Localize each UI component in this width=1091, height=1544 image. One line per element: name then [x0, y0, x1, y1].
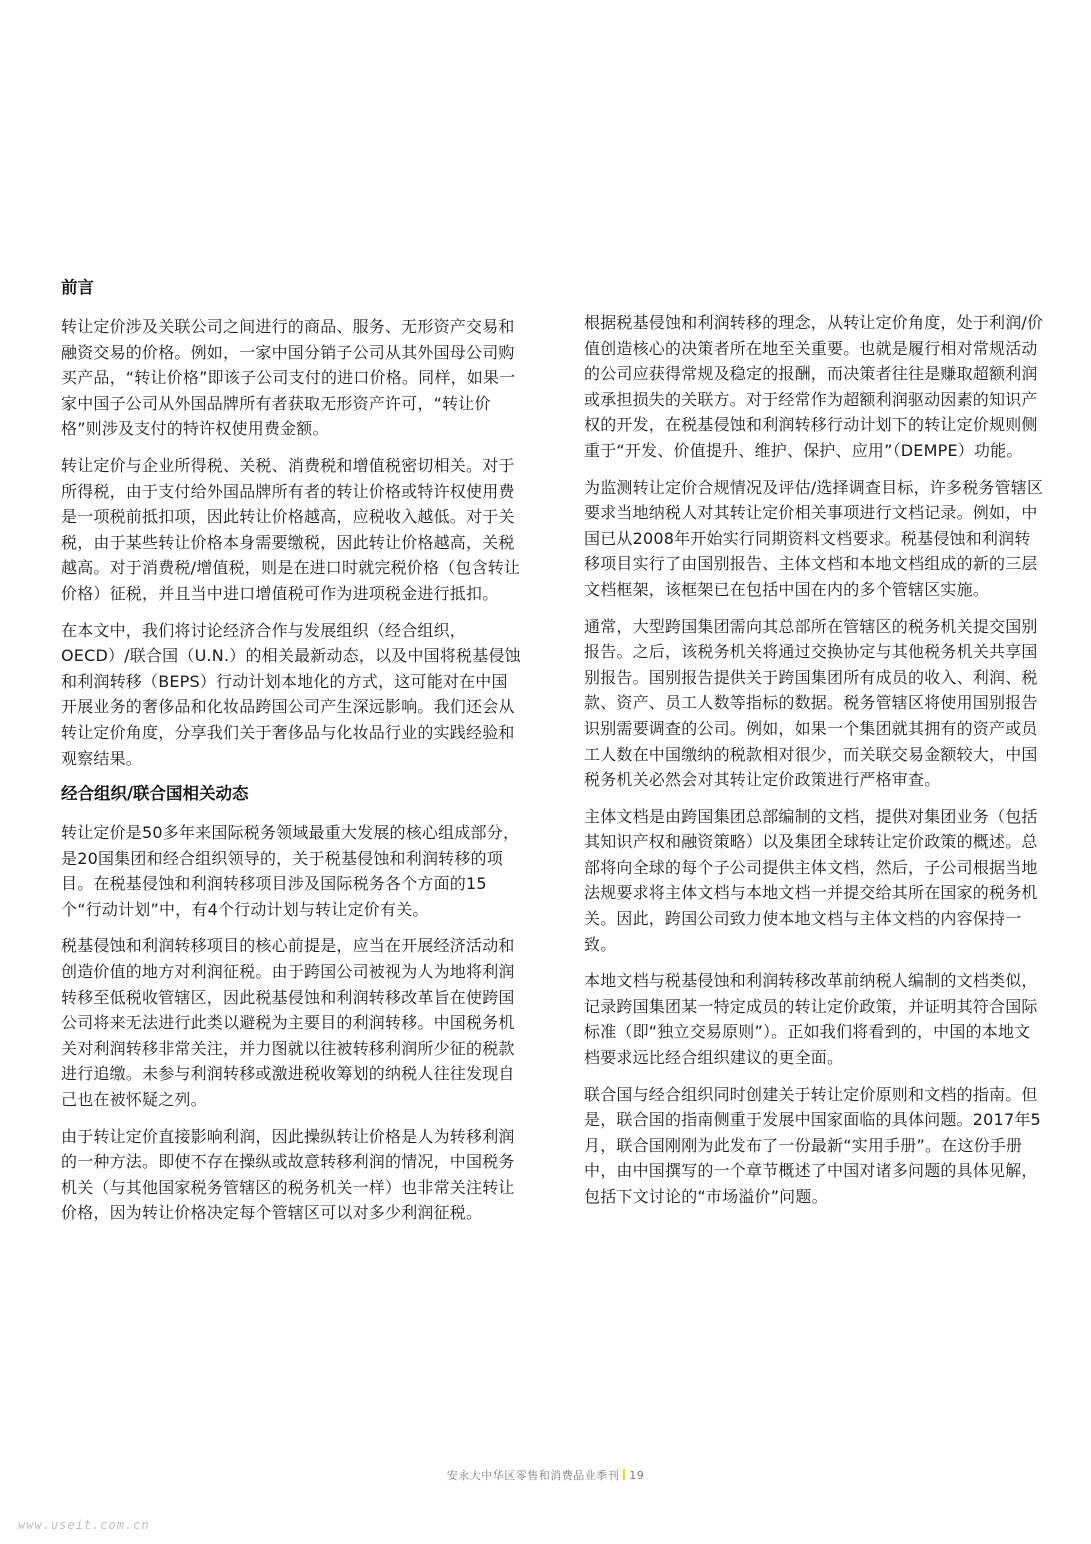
heading-foreword: 前言: [61, 278, 94, 297]
page-number: 19: [629, 1469, 645, 1482]
publication-title: 安永大中华区零售和消费品业季刊: [446, 1469, 620, 1482]
paragraph: 为监测转让定价合规情况及评估/选择调查目标，许多税务管辖区要求当地纳税人对其转让定价相关事项进行文档记录。例如，中国已从2008年开始实行同期资料文档要求。税基侵蚀和利润转移项目实行了由国别报告、主体文档和本地文档组成的新的三层文档框架，该框架已在包括中国在内的多个管辖区实施。: [584, 477, 1044, 599]
paragraph: 联合国与经合组织同时创建关于转让定价原则和文档的指南。但是，联合国的指南侧重于发展中国家面临的具体问题。2017年5月，联合国刚刚为此发布了一份最新“实用手册”。在这份手册中，由中国撰写的一个章节概述了中国对诸多问题的具体见解，包括下文讨论的“市场溢价”问题。: [584, 1084, 1041, 1206]
paragraph: 税基侵蚀和利润转移项目的核心前提是，应当在开展经济活动和创造价值的地方对利润征税。由于跨国公司被视为人为地将利润转移至低税收管辖区，因此税基侵蚀和利润转移改革旨在使跨国公司将来无法进行此类以避税为主要目的利润转移。中国税务机关对利润转移非常关注，并力图就以往被转移利润所少征的税款进行追缴。未参与利润转移或激进税收筹划的纳税人往往发现自己也在被怀疑之列。: [61, 936, 515, 1110]
paragraph: 在本文中，我们将讨论经济合作与发展组织（经合组织，OECD）/联合国（U.N.）的相关最新动态，以及中国将税基侵蚀和利润转移（BEPS）行动计划本地化的方式，这可能对在中国开展业务的奢侈品和化妆品跨国公司产生深远影响。我们还会从转让定价角度，分享我们关于奢侈品与化妆品行业的实践经验和观察结果。: [61, 620, 521, 768]
paragraph: 转让定价涉及关联公司之间进行的商品、服务、无形资产交易和融资交易的价格。例如，一家中国分销子公司从其外国母公司购买产品，“转让价格”即该子公司支付的进口价格。同样，如果一家中国子公司从外国品牌所有者获取无形资产许可，“转让价格”则涉及支付的特许权使用费金额。: [61, 317, 516, 439]
heading-oecd-un: 经合组织/联合国相关动态: [61, 784, 249, 804]
paragraph: 通常，大型跨国集团需向其总部所在管辖区的税务机关提交国别报告。之后，该税务机关将通过交换协定与其他税务机关共享国别报告。国别报告提供关于跨国集团所有成员的收入、利润、税款、资产、员工人数等指标的数据。税务管辖区将使用国别报告识别需要调查的公司。例如，如果一个集团就其拥有的资产或员工人数在中国缴纳的税款相对很少，而关联交易金额较大，中国税务机关必然会对其转让定价政策进行严格审查。: [584, 616, 1038, 790]
paragraph: 主体文档是由跨国集团总部编制的文档，提供对集团业务（包括其知识产权和融资策略）以及集团全球转让定价政策的概述。总部将向全球的每个子公司提供主体文档，然后，子公司根据当地法规要求将主体文档与本地文档一并提交给其所在国家的税务机关。因此，跨国公司致力使本地文档与主体文档的内容保持一致。: [584, 806, 1038, 954]
page-footer: [0, 1467, 1091, 1483]
watermark: www.useit.com.cn: [18, 1518, 150, 1532]
footer-separator: [623, 1469, 625, 1480]
paragraph: 本地文档与税基侵蚀和利润转移改革前纳税人编制的文档类似，记录跨国集团某一特定成员的转让定价政策，并证明其符合国际标准（即“独立交易原则”）。正如我们将看到的，中国的本地文档要求远比经合组织建议的更全面。: [584, 971, 1038, 1068]
right-column: [584, 310, 1046, 1221]
paragraph: 转让定价是50多年来国际税务领域最重大发展的核心组成部分，是20国集团和经合组织领导的，关于税基侵蚀和利润转移的项目。在税基侵蚀和利润转移项目涉及国际税务各个方面的15个“行动计划”中，有4个行动计划与转让定价有关。: [61, 823, 520, 919]
left-column: [61, 276, 523, 1237]
paragraph: 由于转让定价直接影响利润，因此操纵转让价格是人为转移利润的一种方法。即使不存在操纵或故意转移利润的情况，中国税务机关（与其他国家税务管辖区的税务机关一样）也非常关注转让价格，因为转让价格决定每个管辖区可以对多少利润征税。: [61, 1126, 515, 1223]
paragraph: 根据税基侵蚀和利润转移的理念，从转让定价角度，处于利润/价值创造核心的决策者所在地至关重要。也就是履行相对常规活动的公司应获得常规及稳定的报酬，而决策者往往是赚取超额利润或承担损失的关联方。对于经常作为超额利润驱动因素的知识产权的开发，在税基侵蚀和利润转移行动计划下的转让定价规则侧重于“开发、价值提升、维护、保护、应用”（DEMPE）功能。: [584, 313, 1044, 460]
paragraph: 转让定价与企业所得税、关税、消费税和增值税密切相关。对于所得税，由于支付给外国品牌所有者的转让价格或特许权使用费是一项税前抵扣项，因此转让价格越高，应税收入越低。对于关税，由于某些转让价格本身需要缴税，因此转让价格越高，关税越高。对于消费税/增值税，则是在进口时就完税价格（包含转让价格）征税，并且当中进口增值税可作为进项税金进行抵扣。: [61, 455, 521, 603]
